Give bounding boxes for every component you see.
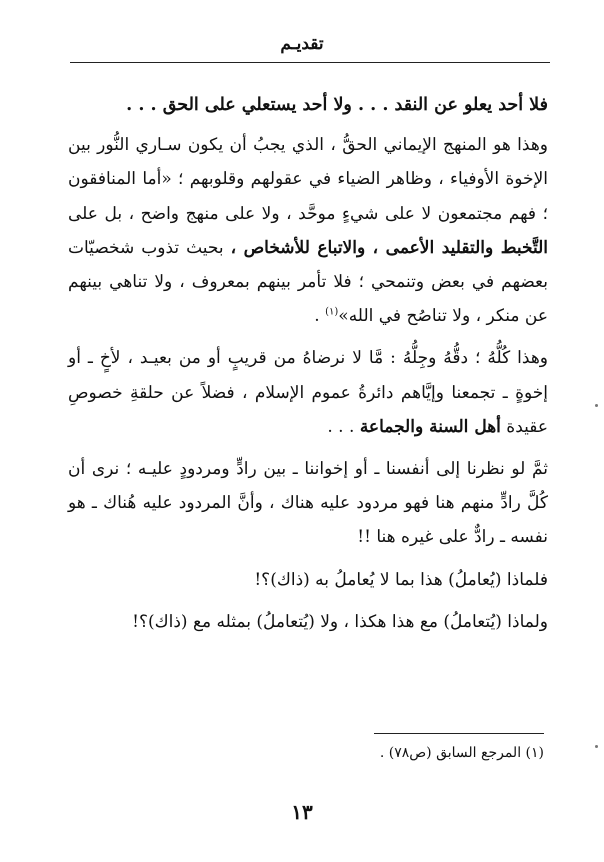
paragraph-2-bold: أهل السنة والجماعة — [359, 416, 501, 437]
paragraph-1-bold: التَّخبط والتقليد الأعمى ، والاتباع للأشخاص ، — [230, 237, 548, 258]
body-text — [68, 88, 548, 639]
paragraph-2 — [68, 341, 548, 444]
running-header: تقديـم — [280, 34, 324, 54]
margin-mark — [595, 404, 598, 407]
footnote: (١) المرجع السابق (ص٧٨) . — [379, 745, 544, 761]
paragraph-3: ثمَّ لو نظرنا إلى أنفسنا ـ أو إخواننا ـ بين رادٍّ ومردودٍ عليـه ؛ نرى أن كُلَّ رادٍّ منهم هنا فهو مردود عليه هناك ، وأنَّ المردود عليه هُناك ـ هو نفسه ـ رادٌّ على غيره هنا !! — [68, 459, 548, 548]
header-rule — [70, 62, 550, 63]
margin-mark — [595, 745, 598, 748]
page-number: ١٣ — [291, 800, 313, 824]
paragraph-2-text: وهذا كُلُّهُ ؛ دقُّهُ وجِلُّهُ : مَّا لا نرضاهُ من قريبٍ أو من بعيـد ، لأخٍ ـ أو إخوةٍ ـ تجمعنا وإيَّاهم دائرةُ عموم الإسلام ، فضلاً عن حلقةِ خصوصِ عقيدة — [68, 348, 548, 437]
paragraph-4: فلماذا (يُعاملُ) هذا بما لا يُعاملُ به (ذاك)؟! — [254, 569, 548, 590]
paragraph-2-end: . . . — [327, 416, 360, 437]
paragraph-1-text-2: بحيث تذوب شخصيّات بعضهم في بعض وتنمحي ؛ فلا تأمر بينهم بمعروف ، ولا تناهي بينهم عن منكر ، ولا تناصُح في الله» — [68, 237, 548, 327]
paragraph-1-text: وهذا هو المنهج الإيماني الحقُّ ، الذي يجبُ أن يكون سـاري النُّور بين الإخوة الأوفياء ، وظاهر الضياء في عقولهم وقلوبهم ؛ «أما المنافقون ؛ فهم مجتمعون لا على شيءٍ موحَّد ، ولا على منهج واضح ، بل على — [68, 135, 548, 224]
paragraph-5: ولماذا (يُتعاملُ) مع هذا هكذا ، ولا (يُتعاملُ) بمثله مع (ذاك)؟! — [132, 611, 548, 632]
footnote-marker[interactable]: (١) — [325, 306, 339, 318]
section-heading: فلا أحد يعلو عن النقد . . . ولا أحد يستعلي على الحق . . . — [126, 95, 548, 115]
paragraph-1-end: . — [314, 306, 326, 327]
footnote-rule — [374, 733, 544, 734]
paragraph-1 — [68, 128, 548, 333]
